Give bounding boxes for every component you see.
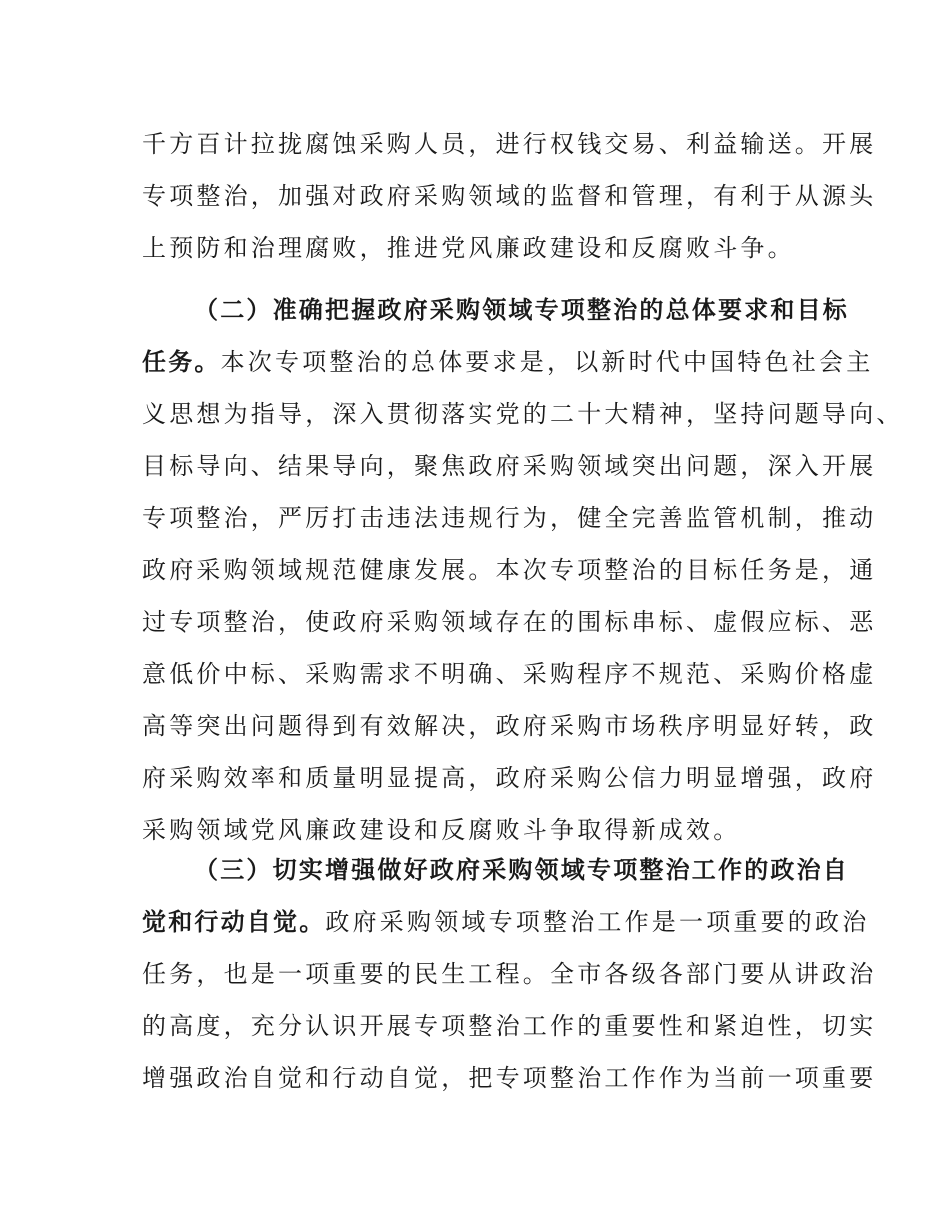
text-span: 政府采购领域专项整治工作是一项重要的政治 <box>325 908 870 936</box>
text-span: 本次专项整治的总体要求是，以新时代中国特色社会主 <box>220 348 874 376</box>
text-line: 政府采购领域规范健康发展。本次专项整治的目标任务是，通 <box>142 556 877 584</box>
section-heading-2: （二）准确把握政府采购领域专项整治的总体要求和目标 <box>194 296 849 324</box>
text-line: 专项整治，加强对政府采购领域的监督和管理，有利于从源头 <box>142 182 877 210</box>
text-line: 采购领域党风廉政建设和反腐败斗争取得新成效。 <box>142 816 741 844</box>
text-line: 任务，也是一项重要的民生工程。全市各级各部门要从讲政治 <box>142 960 877 988</box>
text-line: 过专项整治，使政府采购领域存在的围标串标、虚假应标、恶 <box>142 608 877 636</box>
text-line: 高等突出问题得到有效解决，政府采购市场秩序明显好转，政 <box>142 712 877 740</box>
paragraph-section-3 <box>142 844 877 1104</box>
text-line <box>142 896 870 948</box>
text-line <box>142 336 874 388</box>
text-line: 上预防和治理腐败，推进党风廉政建设和反腐败斗争。 <box>142 234 795 262</box>
section-heading-3: （三）切实增强做好政府采购领域专项整治工作的政治自 <box>194 856 849 884</box>
paragraph-section-2 <box>142 284 904 856</box>
text-line: 目标导向、结果导向，聚焦政府采购领域突出问题，深入开展 <box>142 452 877 480</box>
text-line: 千方百计拉拢腐蚀采购人员，进行权钱交易、利益输送。开展 <box>142 130 877 158</box>
section-heading-2-end: 任务。 <box>142 348 221 376</box>
paragraph-intro-continuation <box>142 118 877 274</box>
text-line: 意低价中标、采购需求不明确、采购程序不规范、采购价格虚 <box>142 660 877 688</box>
text-line: 府采购效率和质量明显提高，政府采购公信力明显增强，政府 <box>142 764 877 792</box>
text-line: 专项整治，严厉打击违法违规行为，健全完善监管机制，推动 <box>142 504 877 532</box>
text-line: 义思想为指导，深入贯彻落实党的二十大精神，坚持问题导向、 <box>142 400 904 428</box>
text-line: 增强政治自觉和行动自觉，把专项整治工作作为当前一项重要 <box>142 1064 877 1092</box>
section-heading-3-end: 觉和行动自觉。 <box>142 908 326 936</box>
text-line: 的高度，充分认识开展专项整治工作的重要性和紧迫性，切实 <box>142 1012 877 1040</box>
